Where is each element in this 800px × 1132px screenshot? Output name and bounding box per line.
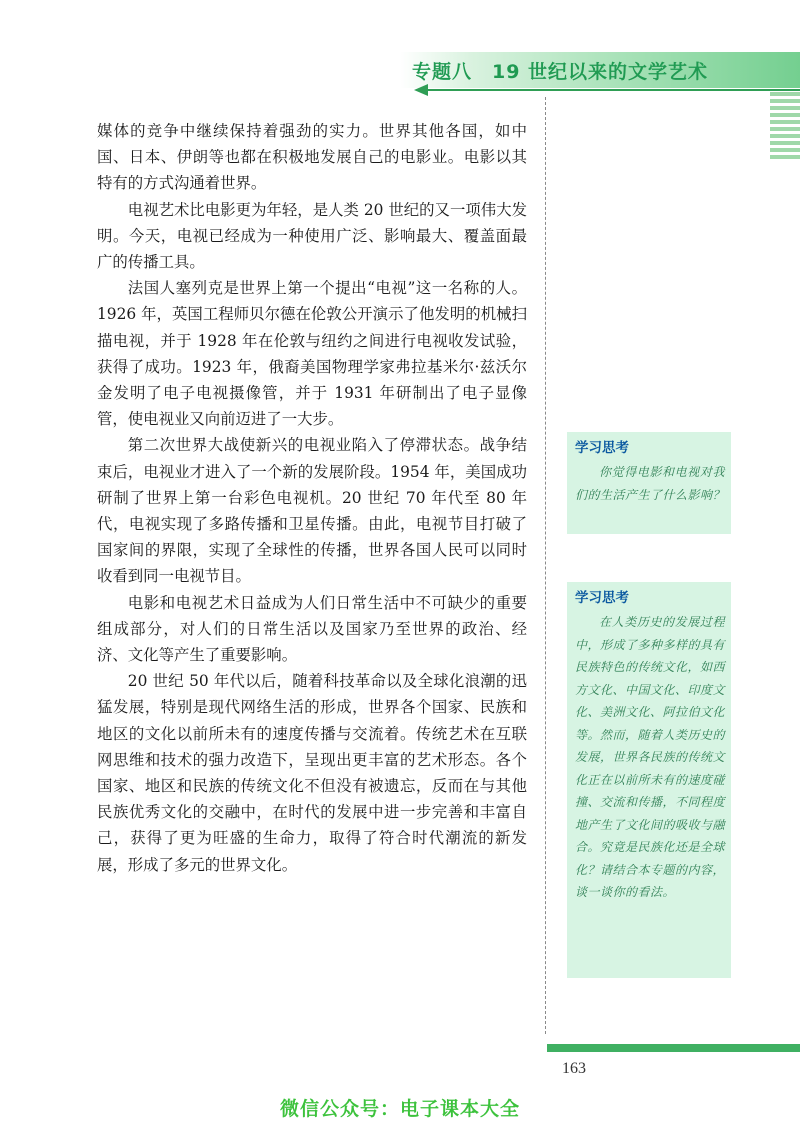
study-think-box	[567, 432, 731, 534]
paragraph: 法国人塞列克是世界上第一个提出“电视”这一名称的人。1926 年，英国工程师贝尔德在伦敦公开演示了他发明的机械扫描电视，并于 1928 年在伦敦与纽约之间进行电视收发试验，获得了成功。1923 年，俄裔美国物理学家弗拉基米尔·兹沃尔金发明了电子电视摄像管，并于 1931 年研制出了电子显像管，使电视业又向前迈进了一大步。	[97, 279, 527, 429]
study-think-title: 学习思考	[575, 440, 629, 456]
study-think-question: 在人类历史的发展过程中，形成了多种多样的具有民族特色的传统文化，如西方文化、中国文化、印度文化、美洲文化、阿拉伯文化等。然而，随着人类历史的发展，世界各民族的传统文化正在以前所未有的速度碰撞、交流和传播，不同程度地产生了文化间的吸收与融合。究竟是民族化还是全球化？请结合本专题的内容，谈一谈你的看法。	[575, 615, 726, 899]
paragraph: 电影和电视艺术日益成为人们日常生活中不可缺少的重要组成部分，对人们的日常生活以及国家乃至世界的政治、经济、文化等产生了重要影响。	[97, 593, 527, 665]
paragraph: 电视艺术比电影更为年轻，是人类 20 世纪的又一项伟大发明。今天，电视已经成为一种使用广泛、影响最大、覆盖面最广的传播工具。	[97, 200, 527, 272]
header-arrow-icon	[414, 84, 428, 96]
study-think-question: 你觉得电影和电视对我们的生活产生了什么影响？	[575, 465, 726, 502]
paragraph: 媒体的竞争中继续保持着强劲的实力。世界其他各国，如中国、日本、伊朗等也都在积极地发展自己的电影业。电影以其特有的方式沟通着世界。	[97, 122, 527, 193]
study-think-box	[567, 582, 731, 978]
page-number: 163	[562, 1060, 586, 1077]
paragraph: 20 世纪 50 年代以后，随着科技革命以及全球化浪潮的迅猛发展，特别是现代网络生活的形成，世界各个国家、民族和地区的文化以前所未有的速度传播与交流着。传统艺术在互联网思维和技术的强力改造下，呈现出更丰富的艺术形态。各个国家、地区和民族的传统文化不但没有被遗忘，反而在与其他民族优秀文化的交融中，在时代的发展中进一步完善和丰富自己，获得了更为旺盛的生命力，取得了符合时代潮流的新发展，形成了多元的世界文化。	[97, 672, 527, 874]
study-think-title: 学习思考	[575, 590, 629, 606]
watermark: 微信公众号：电子课本大全	[279, 1098, 520, 1120]
paragraph: 第二次世界大战使新兴的电视业陷入了停滞状态。战争结束后，电视业才进入了一个新的发展阶段。1954 年，美国成功研制了世界上第一台彩色电视机。20 世纪 70 年代至 80 年代，电视实现了多路传播和卫星传播。由此，电视节目打破了国家间的界限，实现了全球性的传播，世界各国人民可以同时收看到同一电视节目。	[97, 436, 527, 586]
body-text	[97, 118, 527, 878]
margin-decoration	[770, 92, 800, 170]
header-rule	[428, 89, 800, 91]
column-divider	[545, 97, 546, 1034]
chapter-title: 专题八 19 世纪以来的文学艺术	[412, 61, 709, 83]
footer-bar	[547, 1044, 800, 1052]
